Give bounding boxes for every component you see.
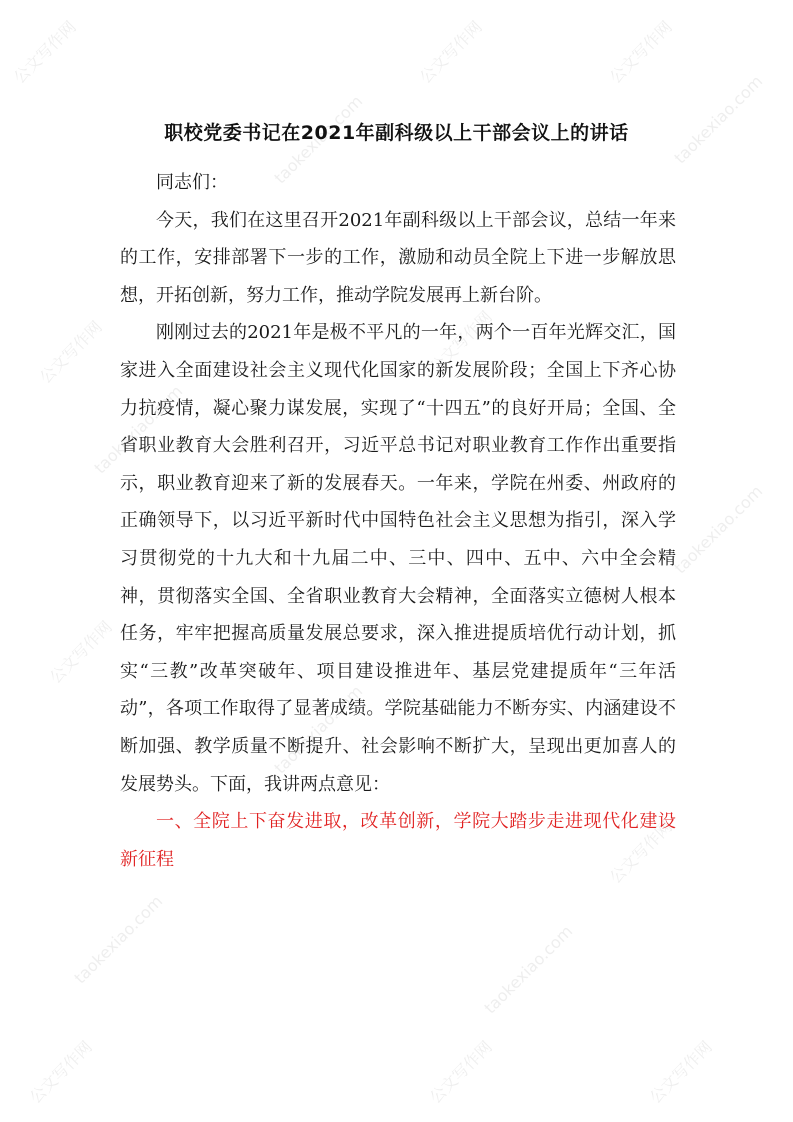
watermark-text: taokexiao.com bbox=[670, 71, 767, 168]
watermark-text: taokexiao.com bbox=[90, 381, 187, 478]
watermark-text: taokexiao.com bbox=[270, 681, 367, 778]
document-title: 职校党委书记在2021年副科级以上干部会议上的讲话 bbox=[164, 122, 629, 144]
watermark-text: taokexiao.com bbox=[480, 921, 577, 1018]
watermark-text: taokexiao.com bbox=[670, 481, 767, 578]
watermark-text: 公文写作网 bbox=[415, 17, 486, 88]
watermark-text: 公文写作网 bbox=[45, 617, 116, 688]
salutation: 同志们： bbox=[156, 172, 228, 193]
watermark-text: 公文写作网 bbox=[425, 1037, 496, 1108]
watermark-text: 公文写作网 bbox=[9, 17, 80, 88]
watermark-text: 公文写作网 bbox=[645, 1037, 716, 1108]
watermark-text: taokexiao.com bbox=[70, 891, 167, 988]
section-heading-1: 一、全院上下奋发进取，改革创新，学院大踏步走进现代化建设新征程 bbox=[120, 811, 676, 870]
paragraph-2: 刚刚过去的2021年是极不平凡的一年，两个一百年光辉交汇，国家进入全面建设社会主义现代化国家的新发展阶段；全国上下齐心协力抗疫情，凝心聚力谋发展，实现了“十四五”的良好开局；全国、全省职业教育大会胜利召开，习近平总书记对职业教育工作作出重要指示，职业教育迎来了新的发展春天。一年来，学院在州委、州政府的正确领导下，以习近平新时代中国特色社会主义思想为指引，深入学习贯彻党的十九大和十九届二中、三中、四中、五中、六中全会精神，贯彻落实全国、全省职业教育大会精神，全面落实立德树人根本任务，牢牢把握高质量发展总要求，深入推进提质培优行动计划，抓实“三教”改革突破年、项目建设推进年、基层党建提质年“三年活动”，各项工作取得了显著成绩。学院基础能力不断夯实、内涵建设不断加强、教学质量不断提升、社会影响不断扩大，呈现出更加喜人的发展势头。下面，我讲两点意见： bbox=[120, 322, 676, 795]
watermark-text: 公文写作网 bbox=[35, 317, 106, 388]
document-body bbox=[120, 164, 676, 878]
watermark-text: 公文写作网 bbox=[605, 817, 676, 888]
paragraph-1: 今天，我们在这里召开2021年副科级以上干部会议，总结一年来的工作，安排部署下一步的工作，激励和动员全院上下进一步解放思想，开拓创新，努力工作，推动学院发展再上新台阶。 bbox=[120, 209, 676, 306]
watermark-text: 公文写作网 bbox=[25, 1037, 96, 1108]
watermark-text: 公文写作网 bbox=[605, 17, 676, 88]
watermark-text: taokexiao.com bbox=[270, 91, 367, 188]
watermark-text: 公文写作网 bbox=[425, 307, 496, 378]
